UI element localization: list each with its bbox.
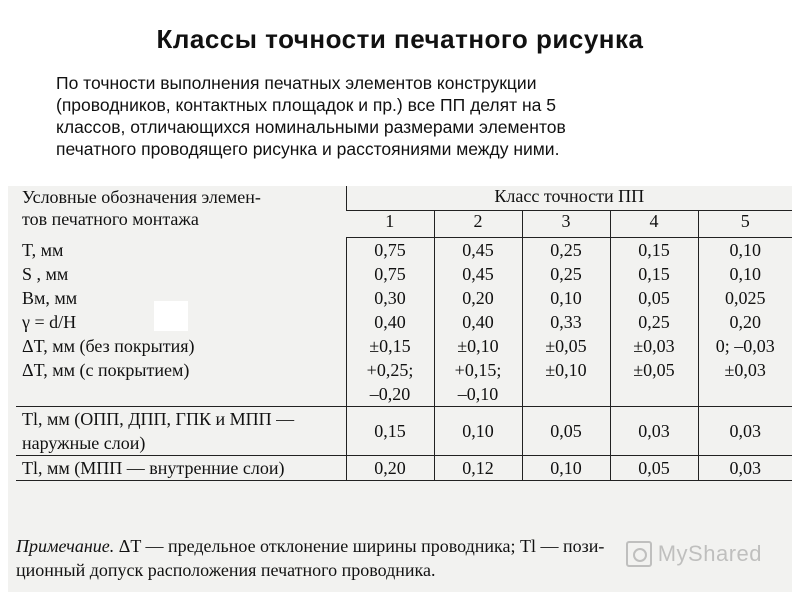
cell-value: 0,25 <box>522 238 610 263</box>
table-row <box>16 286 792 310</box>
cell-value: 0,15 <box>610 262 698 286</box>
cell-value: 0,10 <box>434 407 522 456</box>
cell-value: 0,10 <box>522 286 610 310</box>
note-text: ционный допуск расположения печатного проводника. <box>16 560 436 580</box>
cell-value: ±0,05 <box>610 358 698 407</box>
row-label: T, мм <box>22 239 64 260</box>
cell-value: ±0,10 <box>522 358 610 407</box>
row-label: ΔT, мм (без покрытия) <box>22 336 195 356</box>
table-row <box>16 262 792 286</box>
intro-line: классов, отличающихся номинальными размерами элементов <box>56 117 566 137</box>
cell-value: 0,33 <box>522 310 610 334</box>
cell-value: 0,45 <box>434 262 522 286</box>
row-label: γ = d/H <box>22 312 77 332</box>
cell-value: 0,20 <box>698 310 792 334</box>
cell-value: 0,05 <box>610 286 698 310</box>
cell-value: 0,25 <box>522 262 610 286</box>
watermark <box>626 541 762 567</box>
cell-value: 0,03 <box>610 407 698 456</box>
table-row <box>16 310 792 334</box>
cell-value: 0,025 <box>698 286 792 310</box>
cell-value: 0,03 <box>698 456 792 481</box>
class-number: 3 <box>522 211 610 238</box>
row-label: Bм, мм <box>22 288 78 308</box>
cell-value: 0,45 <box>434 238 522 263</box>
row-label-line: наружные слои) <box>22 433 146 453</box>
class-number: 1 <box>346 211 434 238</box>
cell-value: 0,25 <box>610 310 698 334</box>
cell-value: +0,25; –0,20 <box>346 358 434 407</box>
designation-header <box>16 186 346 238</box>
cell-value: 0; –0,03 <box>698 334 792 358</box>
table-row <box>16 456 792 481</box>
row-label: ΔT, мм (с покрытием) <box>16 358 346 407</box>
cell-value: 0,10 <box>522 456 610 481</box>
cell-value: 0,10 <box>698 238 792 263</box>
cell-value: 0,20 <box>434 286 522 310</box>
row-label: S , мм <box>22 264 69 284</box>
designation-header-line: тов печатного монтажа <box>22 209 199 229</box>
cell-value: 0,40 <box>346 310 434 334</box>
cell-value: 0,05 <box>522 407 610 456</box>
cell-value: ±0,03 <box>698 358 792 407</box>
designation-header-line: Условные обозначения элемен- <box>22 187 261 207</box>
cell-value: ±0,15 <box>346 334 434 358</box>
cell-value: ±0,05 <box>522 334 610 358</box>
cell-value: 0,10 <box>698 262 792 286</box>
cell-value: 0,15 <box>610 238 698 263</box>
table-row <box>16 407 792 456</box>
cell-value: ±0,03 <box>610 334 698 358</box>
cell-value: 0,15 <box>346 407 434 456</box>
row-label: Tl, мм (МПП — внутренние слои) <box>16 456 346 481</box>
cell-value: 0,30 <box>346 286 434 310</box>
intro-line: (проводников, контактных площадок и пр.) все ПП делят на 5 <box>56 95 556 115</box>
cell-value: 0,05 <box>610 456 698 481</box>
class-number: 5 <box>698 211 792 238</box>
intro-line: печатного проводящего рисунка и расстояниями между ними. <box>56 139 560 159</box>
cell-value: 0,03 <box>698 407 792 456</box>
cell-value: 0,12 <box>434 456 522 481</box>
cell-value: 0,20 <box>346 456 434 481</box>
note-text: ΔT — предельное отклонение ширины проводника; Tl — пози- <box>114 536 605 556</box>
cell-value: 0,75 <box>346 262 434 286</box>
note-head: Примечание. <box>16 536 115 556</box>
watermark-text: MyShared <box>657 541 762 566</box>
table-row <box>16 238 792 263</box>
cell-value: ±0,10 <box>434 334 522 358</box>
row-label <box>16 407 346 456</box>
row-label-line: Tl, мм (ОПП, ДПП, ГПК и МПП — <box>22 409 295 429</box>
camera-icon <box>626 541 652 567</box>
class-number: 2 <box>434 211 522 238</box>
table-row <box>16 334 792 358</box>
intro-line: По точности выполнения печатных элементов конструкции <box>56 73 537 93</box>
cell-value: 0,40 <box>434 310 522 334</box>
intro-paragraph <box>26 72 766 160</box>
scanned-table-image <box>8 186 792 592</box>
cell-value: +0,15; –0,10 <box>434 358 522 407</box>
class-number: 4 <box>610 211 698 238</box>
class-header: Класс точности ПП <box>346 186 792 211</box>
blank-patch <box>154 301 188 331</box>
page-title: Классы точности печатного рисунка <box>156 24 644 54</box>
cell-value: 0,75 <box>346 238 434 263</box>
table-row <box>16 358 792 407</box>
accuracy-table <box>16 186 792 481</box>
